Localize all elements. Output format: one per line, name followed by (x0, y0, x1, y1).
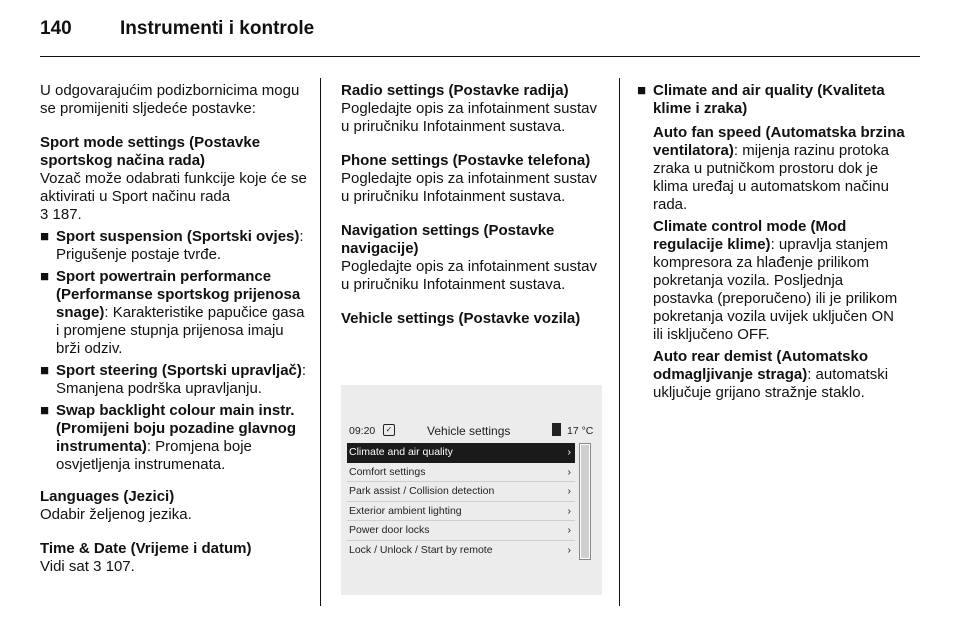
chevron-right-icon: › (567, 524, 571, 536)
languages-heading: Languages (Jezici) (40, 488, 175, 505)
menu-item-ambient-lighting[interactable]: Exterior ambient lighting › (347, 502, 575, 522)
bullet-icon: ■ (40, 402, 50, 419)
list-item: ■ Climate and air quality (Kvaliteta klime i zraka) (637, 82, 885, 117)
list-item: ■ Sport powertrain performance (Performanse sportskog prijenosa snage): Karakteristike papučice gasa i promjene stupnja prijenosa imaju brži odziv. (40, 268, 305, 357)
header-rule (40, 56, 920, 57)
time-date-section (40, 540, 308, 576)
screen-status-bar (349, 423, 595, 441)
radio-heading: Radio settings (Postavke radija) (341, 82, 569, 99)
column-2 (341, 82, 603, 328)
menu-item-remote[interactable]: Lock / Unlock / Start by remote › (347, 541, 575, 560)
radio-section (341, 82, 603, 136)
auto-fan-speed: Auto fan speed (Automatska brzina ventilatora): mijenja razinu protoka zraka u putničkom prostoru dok je klima uređaj u automatskom načinu rada. (653, 124, 905, 213)
vehicle-heading: Vehicle settings (Postavke vozila) (341, 310, 581, 327)
sport-mode-ref: 3 187. (40, 206, 82, 223)
page-number: 140 (40, 18, 72, 39)
chevron-right-icon: › (567, 485, 571, 497)
languages-section (40, 488, 308, 524)
column-3 (637, 82, 907, 406)
chevron-right-icon: › (567, 446, 571, 458)
thermometer-icon (552, 423, 561, 436)
list-item: ■ Sport suspension (Sportski ovjes): Prigušenje postaje tvrđe. (40, 228, 304, 263)
radio-text: Pogledajte opis za infotainment sustav u priručniku Infotainment sustava. (341, 100, 597, 135)
bullet-icon: ■ (637, 82, 647, 99)
menu-item-climate[interactable]: Climate and air quality › (347, 443, 575, 463)
auto-rear-demist: Auto rear demist (Automatsko odmagljivanje straga): automatski uključuje grijano stražnje staklo. (653, 348, 889, 401)
column-divider-1 (320, 78, 321, 606)
screen-temperature: 17 °C (567, 425, 594, 437)
screen-time: 09:20 (349, 425, 376, 437)
page-title: Instrumenti i kontrole (120, 18, 315, 39)
sport-mode-heading: Sport mode settings (Postavke sportskog načina rada) (40, 134, 261, 169)
climate-control-mode: Climate control mode (Mod regulacije klime): upravlja stanjem kompresora za hlađenje prilikom pokretanja vozila. Posljednja postavka (preporučeno) ili je prilikom pokretanja vozila uvijek uključen ON ili isključeno OFF. (653, 218, 898, 343)
phone-section (341, 152, 603, 206)
scrollbar-thumb[interactable] (581, 445, 589, 558)
bullet-icon: ■ (40, 362, 50, 379)
phone-text: Pogledajte opis za infotainment sustav u priručniku Infotainment sustava. (341, 170, 597, 205)
column-1 (40, 82, 308, 592)
climate-bullet-list (637, 82, 907, 118)
vehicle-settings-screenshot (341, 385, 602, 595)
bullet-icon: ■ (40, 268, 50, 285)
sport-mode-section (40, 134, 308, 224)
menu-scrollbar[interactable] (579, 443, 591, 560)
settings-menu (347, 443, 575, 559)
phone-heading: Phone settings (Postavke telefona) (341, 152, 591, 169)
bullet-icon: ■ (40, 228, 50, 245)
chevron-right-icon: › (567, 465, 571, 478)
menu-item-park-assist[interactable]: Park assist / Collision detection › (347, 482, 575, 502)
clock-icon: ✓ (383, 424, 395, 436)
navigation-section (341, 222, 603, 294)
chevron-right-icon: › (567, 543, 571, 556)
screen-title: Vehicle settings (427, 424, 511, 438)
time-date-text: Vidi sat 3 107. (40, 558, 135, 575)
list-item: ■ Swap backlight colour main instr. (Promijeni boju pozadine glavnog instrumenta): Promjena boje osvjetljenja instrumenata. (40, 402, 297, 473)
menu-item-comfort[interactable]: Comfort settings › (347, 463, 575, 483)
sport-mode-text: Vozač može odabrati funkcije koje će se aktivirati u Sport načinu rada (40, 170, 307, 205)
menu-item-door-locks[interactable]: Power door locks › (347, 521, 575, 541)
navigation-heading: Navigation settings (Postavke navigacije) (341, 222, 555, 257)
time-date-heading: Time & Date (Vrijeme i datum) (40, 540, 252, 557)
column-divider-2 (619, 78, 620, 606)
navigation-text: Pogledajte opis za infotainment sustav u priručniku Infotainment sustava. (341, 258, 597, 293)
languages-text: Odabir željenog jezika. (40, 506, 192, 523)
chevron-right-icon: › (567, 504, 571, 517)
sport-bullet-list (40, 228, 308, 474)
list-item: ■ Sport steering (Sportski upravljač): Smanjena podrška upravljanju. (40, 362, 307, 397)
intro-text: U odgovarajućim podizbornicima mogu se promijeniti sljedeće postavke: (40, 82, 300, 117)
